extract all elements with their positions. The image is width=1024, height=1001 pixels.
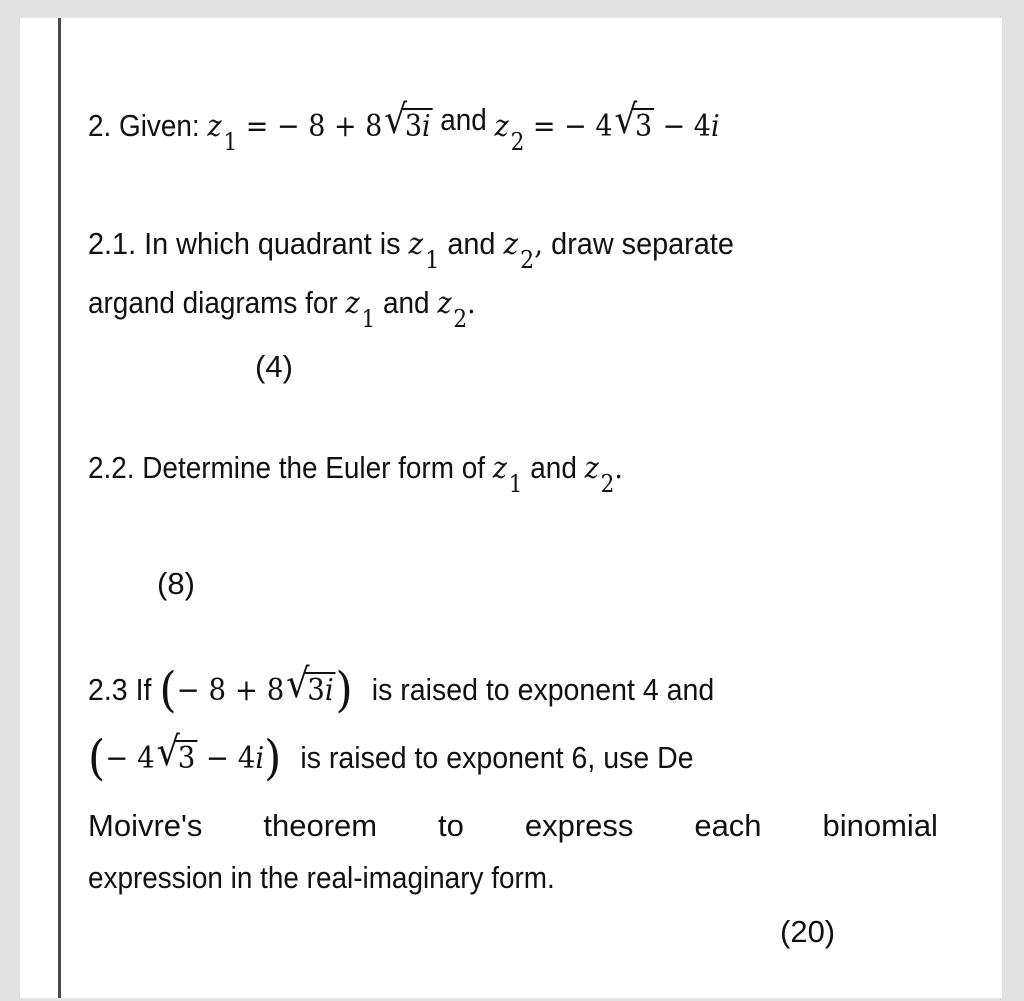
z1-symbol: $z_1$ <box>345 286 376 333</box>
z1-symbol: $z_1$ <box>492 451 523 498</box>
z2-symbol: $z_2$. <box>584 451 623 498</box>
q23-word: each <box>694 808 762 843</box>
q22-line <box>88 450 623 498</box>
q23-word: Moivre's <box>88 808 203 843</box>
q22-and: and <box>530 450 577 485</box>
q23-line1-end: is raised to exponent 4 and <box>371 672 715 707</box>
z1-symbol: $z_1$ <box>408 227 440 274</box>
q21-text-start: 2.1. In which quadrant is <box>88 226 401 261</box>
q23-word: theorem <box>263 808 378 843</box>
q23-line1 <box>88 661 715 718</box>
q21-line2 <box>88 285 476 333</box>
q23-line3 <box>88 808 938 844</box>
q21-and: and <box>447 226 496 261</box>
q22-text: 2.2. Determine the Euler form of <box>88 450 485 485</box>
z1-definition: $z_1$ = − 8 + 8 √ 3i <box>207 97 431 156</box>
q21-line1 <box>88 226 734 274</box>
q21-text-end: draw separate <box>551 226 734 261</box>
q22-marks: (8) <box>157 566 195 601</box>
q2-given-line <box>88 97 720 156</box>
q23-word: express <box>524 808 634 843</box>
q23-line2 <box>88 729 694 786</box>
q23-lead: 2.3 If <box>88 672 152 707</box>
q2-lead: 2. Given: <box>88 108 200 143</box>
q23-word: binomial <box>822 808 938 843</box>
q2-and: and <box>440 102 487 137</box>
q23-line4: expression in the real-imaginary form. <box>88 860 555 895</box>
q23-marks: (20) <box>780 914 836 949</box>
q23-word: to <box>438 808 464 843</box>
z2-symbol: $z_2$. <box>437 286 476 333</box>
binomial-1: (− 8 + 8 √ 3i) <box>159 661 353 718</box>
worksheet-page <box>20 18 1002 998</box>
margin-line <box>58 18 61 998</box>
z2-definition: $z_2$ = − 4 √ 3 − 4i <box>494 97 720 156</box>
q21-line2-start: argand diagrams for <box>88 285 338 320</box>
z2-symbol: $z_2$, <box>503 227 544 274</box>
q23-line2-end: is raised to exponent 6, use De <box>300 740 694 775</box>
q21-marks: (4) <box>255 349 293 384</box>
binomial-2: (− 4 √ 3 − 4i) <box>88 729 282 786</box>
q21-line2-and: and <box>383 285 430 320</box>
